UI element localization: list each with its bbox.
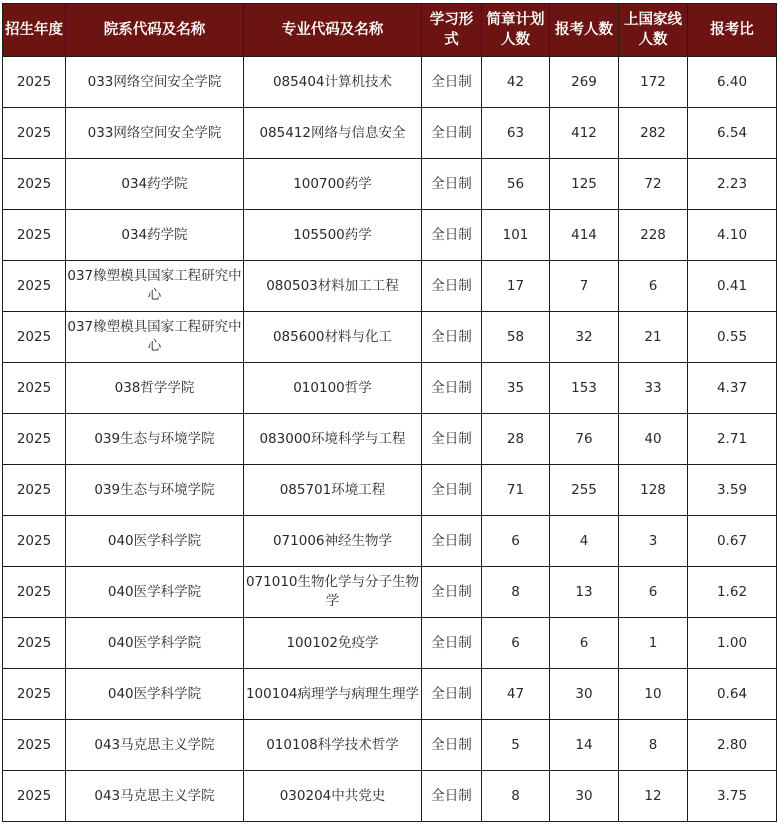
cell-application-ratio: 3.75 [688,771,777,822]
table-row [3,57,777,108]
header-planned-enrollment: 简章计划人数 [482,4,550,57]
cell-major: 030204中共党史 [244,771,422,822]
cell-study-mode: 全日制 [422,261,482,312]
cell-year: 2025 [3,771,66,822]
cell-planned-enrollment: 58 [482,312,550,363]
cell-passed-national-line: 21 [619,312,688,363]
cell-study-mode: 全日制 [422,414,482,465]
cell-major: 100102免疫学 [244,618,422,669]
cell-major: 080503材料加工工程 [244,261,422,312]
cell-major: 085701环境工程 [244,465,422,516]
cell-application-ratio: 3.59 [688,465,777,516]
cell-major: 105500药学 [244,210,422,261]
cell-study-mode: 全日制 [422,108,482,159]
cell-department: 038哲学学院 [66,363,244,414]
cell-department: 037橡塑模具国家工程研究中心 [66,261,244,312]
cell-passed-national-line: 128 [619,465,688,516]
cell-applicants: 76 [550,414,619,465]
cell-department: 040医学科学院 [66,669,244,720]
table-row [3,669,777,720]
cell-department: 040医学科学院 [66,567,244,618]
table-row [3,771,777,822]
cell-planned-enrollment: 28 [482,414,550,465]
cell-application-ratio: 4.10 [688,210,777,261]
cell-study-mode: 全日制 [422,516,482,567]
cell-application-ratio: 6.40 [688,57,777,108]
cell-study-mode: 全日制 [422,618,482,669]
cell-applicants: 7 [550,261,619,312]
cell-application-ratio: 1.62 [688,567,777,618]
cell-passed-national-line: 8 [619,720,688,771]
header-major: 专业代码及名称 [244,4,422,57]
cell-department: 040医学科学院 [66,618,244,669]
cell-department: 039生态与环境学院 [66,414,244,465]
cell-major: 071010生物化学与分子生物学 [244,567,422,618]
cell-year: 2025 [3,312,66,363]
table-header [3,4,777,57]
cell-application-ratio: 2.71 [688,414,777,465]
header-applicants: 报考人数 [550,4,619,57]
cell-application-ratio: 2.80 [688,720,777,771]
header-department: 院系代码及名称 [66,4,244,57]
table-row [3,363,777,414]
cell-planned-enrollment: 17 [482,261,550,312]
cell-passed-national-line: 10 [619,669,688,720]
cell-year: 2025 [3,618,66,669]
cell-department: 037橡塑模具国家工程研究中心 [66,312,244,363]
cell-major: 071006神经生物学 [244,516,422,567]
cell-planned-enrollment: 71 [482,465,550,516]
cell-application-ratio: 2.23 [688,159,777,210]
cell-applicants: 30 [550,771,619,822]
cell-study-mode: 全日制 [422,720,482,771]
cell-year: 2025 [3,363,66,414]
table-row [3,414,777,465]
cell-passed-national-line: 228 [619,210,688,261]
cell-passed-national-line: 6 [619,567,688,618]
cell-department: 034药学院 [66,210,244,261]
cell-applicants: 14 [550,720,619,771]
cell-applicants: 269 [550,57,619,108]
cell-applicants: 13 [550,567,619,618]
cell-year: 2025 [3,159,66,210]
cell-application-ratio: 0.55 [688,312,777,363]
cell-major: 085600材料与化工 [244,312,422,363]
cell-application-ratio: 0.41 [688,261,777,312]
cell-application-ratio: 4.37 [688,363,777,414]
cell-planned-enrollment: 8 [482,567,550,618]
cell-study-mode: 全日制 [422,312,482,363]
cell-applicants: 412 [550,108,619,159]
cell-major: 100104病理学与病理生理学 [244,669,422,720]
cell-department: 034药学院 [66,159,244,210]
cell-study-mode: 全日制 [422,465,482,516]
cell-department: 033网络空间安全学院 [66,108,244,159]
cell-planned-enrollment: 47 [482,669,550,720]
header-passed-national-line: 上国家线人数 [619,4,688,57]
cell-applicants: 153 [550,363,619,414]
cell-planned-enrollment: 42 [482,57,550,108]
cell-study-mode: 全日制 [422,567,482,618]
table-row [3,465,777,516]
cell-application-ratio: 6.54 [688,108,777,159]
cell-major: 085412网络与信息安全 [244,108,422,159]
cell-planned-enrollment: 6 [482,516,550,567]
cell-study-mode: 全日制 [422,771,482,822]
cell-year: 2025 [3,465,66,516]
admissions-table [2,3,777,822]
cell-year: 2025 [3,720,66,771]
cell-applicants: 30 [550,669,619,720]
cell-application-ratio: 0.67 [688,516,777,567]
cell-study-mode: 全日制 [422,159,482,210]
cell-applicants: 125 [550,159,619,210]
table-row [3,108,777,159]
table-row [3,312,777,363]
cell-planned-enrollment: 63 [482,108,550,159]
cell-passed-national-line: 72 [619,159,688,210]
cell-year: 2025 [3,414,66,465]
cell-major: 100700药学 [244,159,422,210]
cell-year: 2025 [3,567,66,618]
cell-applicants: 414 [550,210,619,261]
cell-major: 010108科学技术哲学 [244,720,422,771]
cell-study-mode: 全日制 [422,57,482,108]
table-row [3,159,777,210]
cell-department: 043马克思主义学院 [66,720,244,771]
cell-planned-enrollment: 101 [482,210,550,261]
cell-year: 2025 [3,57,66,108]
cell-planned-enrollment: 56 [482,159,550,210]
cell-passed-national-line: 3 [619,516,688,567]
cell-year: 2025 [3,108,66,159]
header-application-ratio: 报考比 [688,4,777,57]
cell-year: 2025 [3,261,66,312]
cell-study-mode: 全日制 [422,363,482,414]
table-row [3,618,777,669]
cell-year: 2025 [3,210,66,261]
header-study-mode: 学习形式 [422,4,482,57]
cell-study-mode: 全日制 [422,669,482,720]
cell-passed-national-line: 6 [619,261,688,312]
cell-planned-enrollment: 8 [482,771,550,822]
cell-passed-national-line: 12 [619,771,688,822]
cell-application-ratio: 0.64 [688,669,777,720]
cell-major: 085404计算机技术 [244,57,422,108]
cell-passed-national-line: 40 [619,414,688,465]
table-row [3,261,777,312]
table-row [3,567,777,618]
cell-department: 043马克思主义学院 [66,771,244,822]
cell-planned-enrollment: 6 [482,618,550,669]
cell-applicants: 255 [550,465,619,516]
cell-department: 033网络空间安全学院 [66,57,244,108]
header-row [3,4,777,57]
cell-study-mode: 全日制 [422,210,482,261]
cell-major: 010100哲学 [244,363,422,414]
cell-year: 2025 [3,516,66,567]
cell-planned-enrollment: 5 [482,720,550,771]
cell-passed-national-line: 282 [619,108,688,159]
cell-major: 083000环境科学与工程 [244,414,422,465]
cell-year: 2025 [3,669,66,720]
table-row [3,720,777,771]
cell-applicants: 32 [550,312,619,363]
cell-passed-national-line: 33 [619,363,688,414]
cell-department: 039生态与环境学院 [66,465,244,516]
table-body [3,57,777,822]
table-row [3,210,777,261]
cell-application-ratio: 1.00 [688,618,777,669]
cell-passed-national-line: 172 [619,57,688,108]
header-year: 招生年度 [3,4,66,57]
cell-department: 040医学科学院 [66,516,244,567]
cell-planned-enrollment: 35 [482,363,550,414]
cell-applicants: 4 [550,516,619,567]
cell-applicants: 6 [550,618,619,669]
cell-passed-national-line: 1 [619,618,688,669]
table-row [3,516,777,567]
